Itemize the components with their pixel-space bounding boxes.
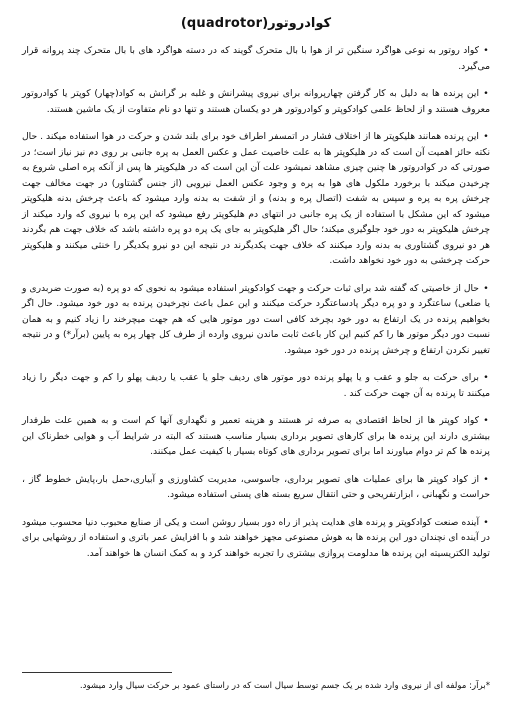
bullet-icon: •	[483, 282, 489, 294]
bullet-icon: •	[483, 516, 489, 528]
paragraph-text: از کواد کوپتر ها برای عملیات های تصویر برداری، جاسوسی، مدیریت کشاورزی و آبیاری،حمل بار،پایش خطوط گاز ، حراست و نگهبانی ، ابزارتفریحی و حتی انتقال سریع بسته های پستی استفاده میشود.	[22, 473, 490, 500]
paragraph-text: آینده صنعت کوادکوپتر و پرنده های هدایت پذیر از راه دور بسیار روشن است و یکی از صنایع محبوب دنیا محسوب میشود در آینده ای نچندان دور این پرنده ها به هوش مصنوعی مجهز خواهند شد و با افزایش عمر باتری و استفاده از روشهایی برای تولید الکتریسیته این پرنده ها مدلومت پروازی بیشتری را تجربه خواهند کرد و به کمک انسان ها خواهند آمد.	[22, 516, 490, 559]
bullet-icon: •	[483, 372, 489, 383]
document-title: کوادروتور(quadrotor)	[180, 16, 332, 31]
paragraph-8	[22, 515, 490, 562]
paragraph-1	[22, 43, 490, 74]
paragraph-7	[22, 472, 490, 503]
paragraph-4	[22, 281, 490, 359]
paragraph-5	[22, 370, 490, 401]
paragraph-text: کواد کوپتر ها از لحاظ اقتصادی به صرفه تر هستند و هزینه تعمیر و نگهداری آنها کم است و به همین علت طرفدار بیشتری دارند این پرنده ها برای کارهای تصویر برداری بسیار مناسب هستند که البته در شرایط آب و هوایی خطرناک این پرنده ها کم تر دوام میاورند اما برای تصویر برداری های کوتاه بسیار با کیفیت عمل میکنند.	[22, 415, 490, 457]
bullet-icon: •	[483, 131, 489, 142]
paragraph-text: کواد روتور به نوعی هواگرد سنگین تر از هوا با بال متحرک گویند که در دسته هواگرد های با بال متحرک چند پروانه قرار می‌گیرد.	[22, 45, 490, 72]
paragraph-text: این پرنده ها به دلیل به کار گرفتن چهارپروانه برای نیروی پیشرانش و غلبه بر گرانش به کواد(چهار) کوپتر یا کوادروتور معروف هستند و از لحاظ علمی کوادکوپتر و کوادروتور هر دو یکسان هستند و تنها دو نام متفاوت از یک ماشین هستند.	[22, 88, 490, 115]
bullet-icon: •	[483, 88, 489, 99]
footnote-divider	[22, 672, 172, 673]
paragraph-text: برای حرکت به جلو و عقب و یا پهلو پرنده دور موتور های ردیف جلو یا عقب یا ردیف پهلو را کم و جهت دیگر را زیاد میکنند تا پرنده به آن جهت حرکت کند .	[22, 372, 490, 399]
paragraph-text: حال از خاصیتی که گفته شد برای ثبات حرکت و جهت کوادکوپتر استفاده میشود به نحوی که دو پره (به صورت ضربدری و یا ضلعی) ساعتگرد و دو پره دیگر پادساعتگرد حرکت میکنند و این عمل باعث نچرخیدن پرنده به دور خود میشود. حال اگر بخواهیم پرنده در یک ارتفاع به دور خود بچرخد کافی است دور موتور هایی که هم جهت میچرخند را زیاد کنیم و به همان نسبت دور دیگر موتور ها را کم کنیم این کار باعث ثابت ماندن نیروی وارده از طرف کل چهار پره به پایین (برآر*) و در نتیجه تغییر نکردن ارتفاع و چرخش پرنده در دور خود میشود.	[22, 282, 490, 356]
paragraph-6	[22, 413, 490, 460]
bullet-icon: •	[483, 45, 489, 56]
paragraph-3	[22, 129, 490, 269]
paragraph-2	[22, 86, 490, 117]
bullet-icon: •	[483, 473, 489, 485]
bullet-icon: •	[483, 415, 489, 426]
paragraph-text: این پرنده همانند هلیکوپتر ها از اختلاف فشار در اتمسفر اطراف خود برای بلند شدن و حرکت در هوا استفاده میکند . حال نکته حائز اهمیت آن است که در هلیکوپتر ها به علت خاصیت عمل و عکس العمل به پره جانبی بر روی دم نیز نیاز است؛ در صورتی که در کوادروتور ها چنین چیزی مشاهد نمیشود علت آن این است که در هلیکوپتر ها پس از آنکه پره اصلی شروع به چرخیدن میکند با برخورد ملکول های هوا به پره و وجود عکس العمل نیرویی (از جنس گشتاور) در جهت مخالف جهت چرخش پره به پره و سپس به شفت (اتصال پره و بدنه) و از شفت به بدنه وارد میشود که باعث چرخش بدنه هلیکوپتر میشود که این مشکل با استفاده از یک پره جانبی در انتهای دم هلیکوپتر رفع میشود که این پره با نیروی که وارد میکند از چرخش هلیکوپتر به دور خود جلوگیری میکند؛ حال اگر هلیکوپتر به جای یک پره دو پره داشته باشد که خلاف جهت هم بگردند هر دو نیروی گشتاوری به بدنه وارد میکنند که خلاف جهت یکدیگرند در نتیجه این دو نیرو یکدیگر را خنثی میکنند و هلیکوپتر حرکت چرخشی به دور خود نخواهد داشت.	[22, 131, 490, 266]
footnote: *برآر: مولفه ای از نیروی وارد شده بر یک جسم توسط سیال است که در راستای عمود بر حرکت سیال وارد میشود.	[79, 681, 490, 691]
